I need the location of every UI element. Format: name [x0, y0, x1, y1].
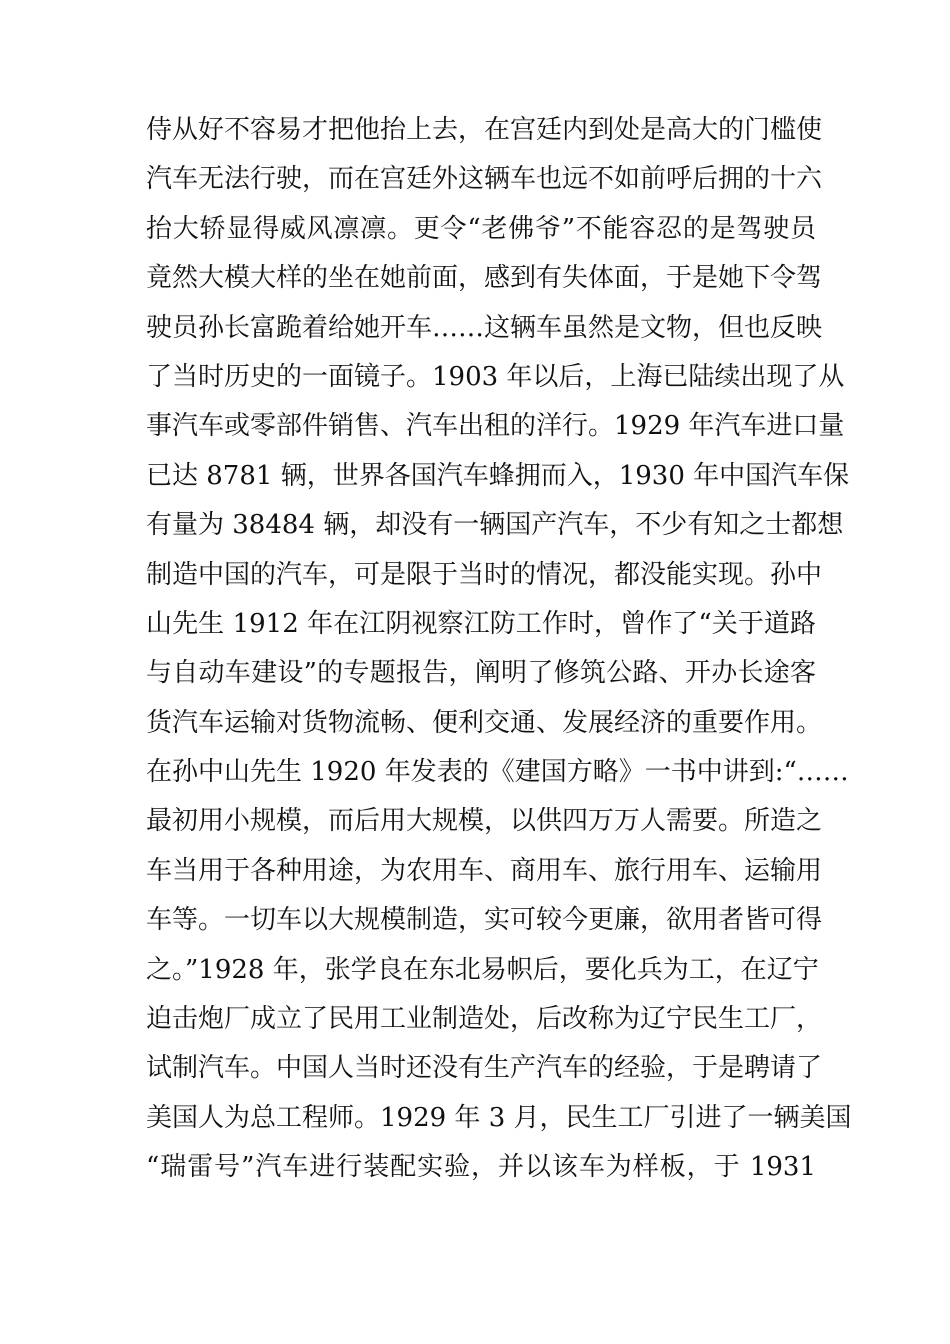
text-line-4: 竟然大模大样的坐在她前面，感到有失体面，于是她下令驾 — [146, 263, 823, 294]
text-line-3: 抬大轿显得威风凛凛。更令“老佛爷”不能容忍的是驾驶员 — [146, 213, 816, 244]
text-line-11: 山先生 1912 年在江阴视察江防工作时，曾作了“关于道路 — [146, 608, 816, 639]
text-line-6: 了当时历史的一面镜子。1903 年以后，上海已陆续出现了从 — [146, 361, 845, 392]
text-line-10: 制造中国的汽车，可是限于当时的情况，都没能实现。孙中 — [146, 559, 823, 590]
text-line-15: 最初用小规模，而后用大规模，以供四万万人需要。所造之 — [146, 806, 823, 837]
text-line-8: 已达 8781 辆，世界各国汽车蜂拥而入，1930 年中国汽车保 — [146, 460, 850, 491]
text-line-5: 驶员孙长富跪着给她开车……这辆车虽然是文物，但也反映 — [146, 312, 823, 343]
text-line-14: 在孙中山先生 1920 年发表的《建国方略》一书中讲到:“…… — [146, 757, 849, 788]
text-line-1: 侍从好不容易才把他抬上去，在宫廷内到处是高大的门槛使 — [146, 115, 823, 145]
text-line-13: 货汽车运输对货物流畅、便利交通、发展经济的重要作用。 — [146, 707, 823, 738]
text-line-22: “瑞雷号”汽车进行装配实验，并以该车为样板，于 1931 — [146, 1152, 816, 1183]
text-line-16: 车当用于各种用途，为农用车、商用车、旅行用车、运输用 — [146, 855, 823, 886]
text-line-21: 美国人为总工程师。1929 年 3 月，民生工厂引进了一辆美国 — [146, 1102, 852, 1133]
text-line-19: 迫击炮厂成立了民用工业制造处，后改称为辽宁民生工厂， — [146, 1004, 823, 1035]
text-line-9: 有量为 38484 辆，却没有一辆国产汽车，不少有知之士都想 — [146, 510, 844, 541]
text-line-17: 车等。一切车以大规模制造，实可较今更廉，欲用者皆可得 — [146, 905, 823, 936]
body-text — [146, 106, 852, 1193]
text-line-20: 试制汽车。中国人当时还没有生产汽车的经验，于是聘请了 — [146, 1053, 823, 1084]
text-line-7: 事汽车或零部件销售、汽车出租的洋行。1929 年汽车进口量 — [146, 411, 845, 442]
text-line-12: 与自动车建设”的专题报告，阐明了修筑公路、开办长途客 — [146, 658, 816, 689]
text-line-2: 汽车无法行驶，而在宫廷外这辆车也远不如前呼后拥的十六 — [146, 164, 823, 195]
text-line-18: 之。”1928 年，张学良在东北易帜后，要化兵为工，在辽宁 — [146, 954, 819, 985]
